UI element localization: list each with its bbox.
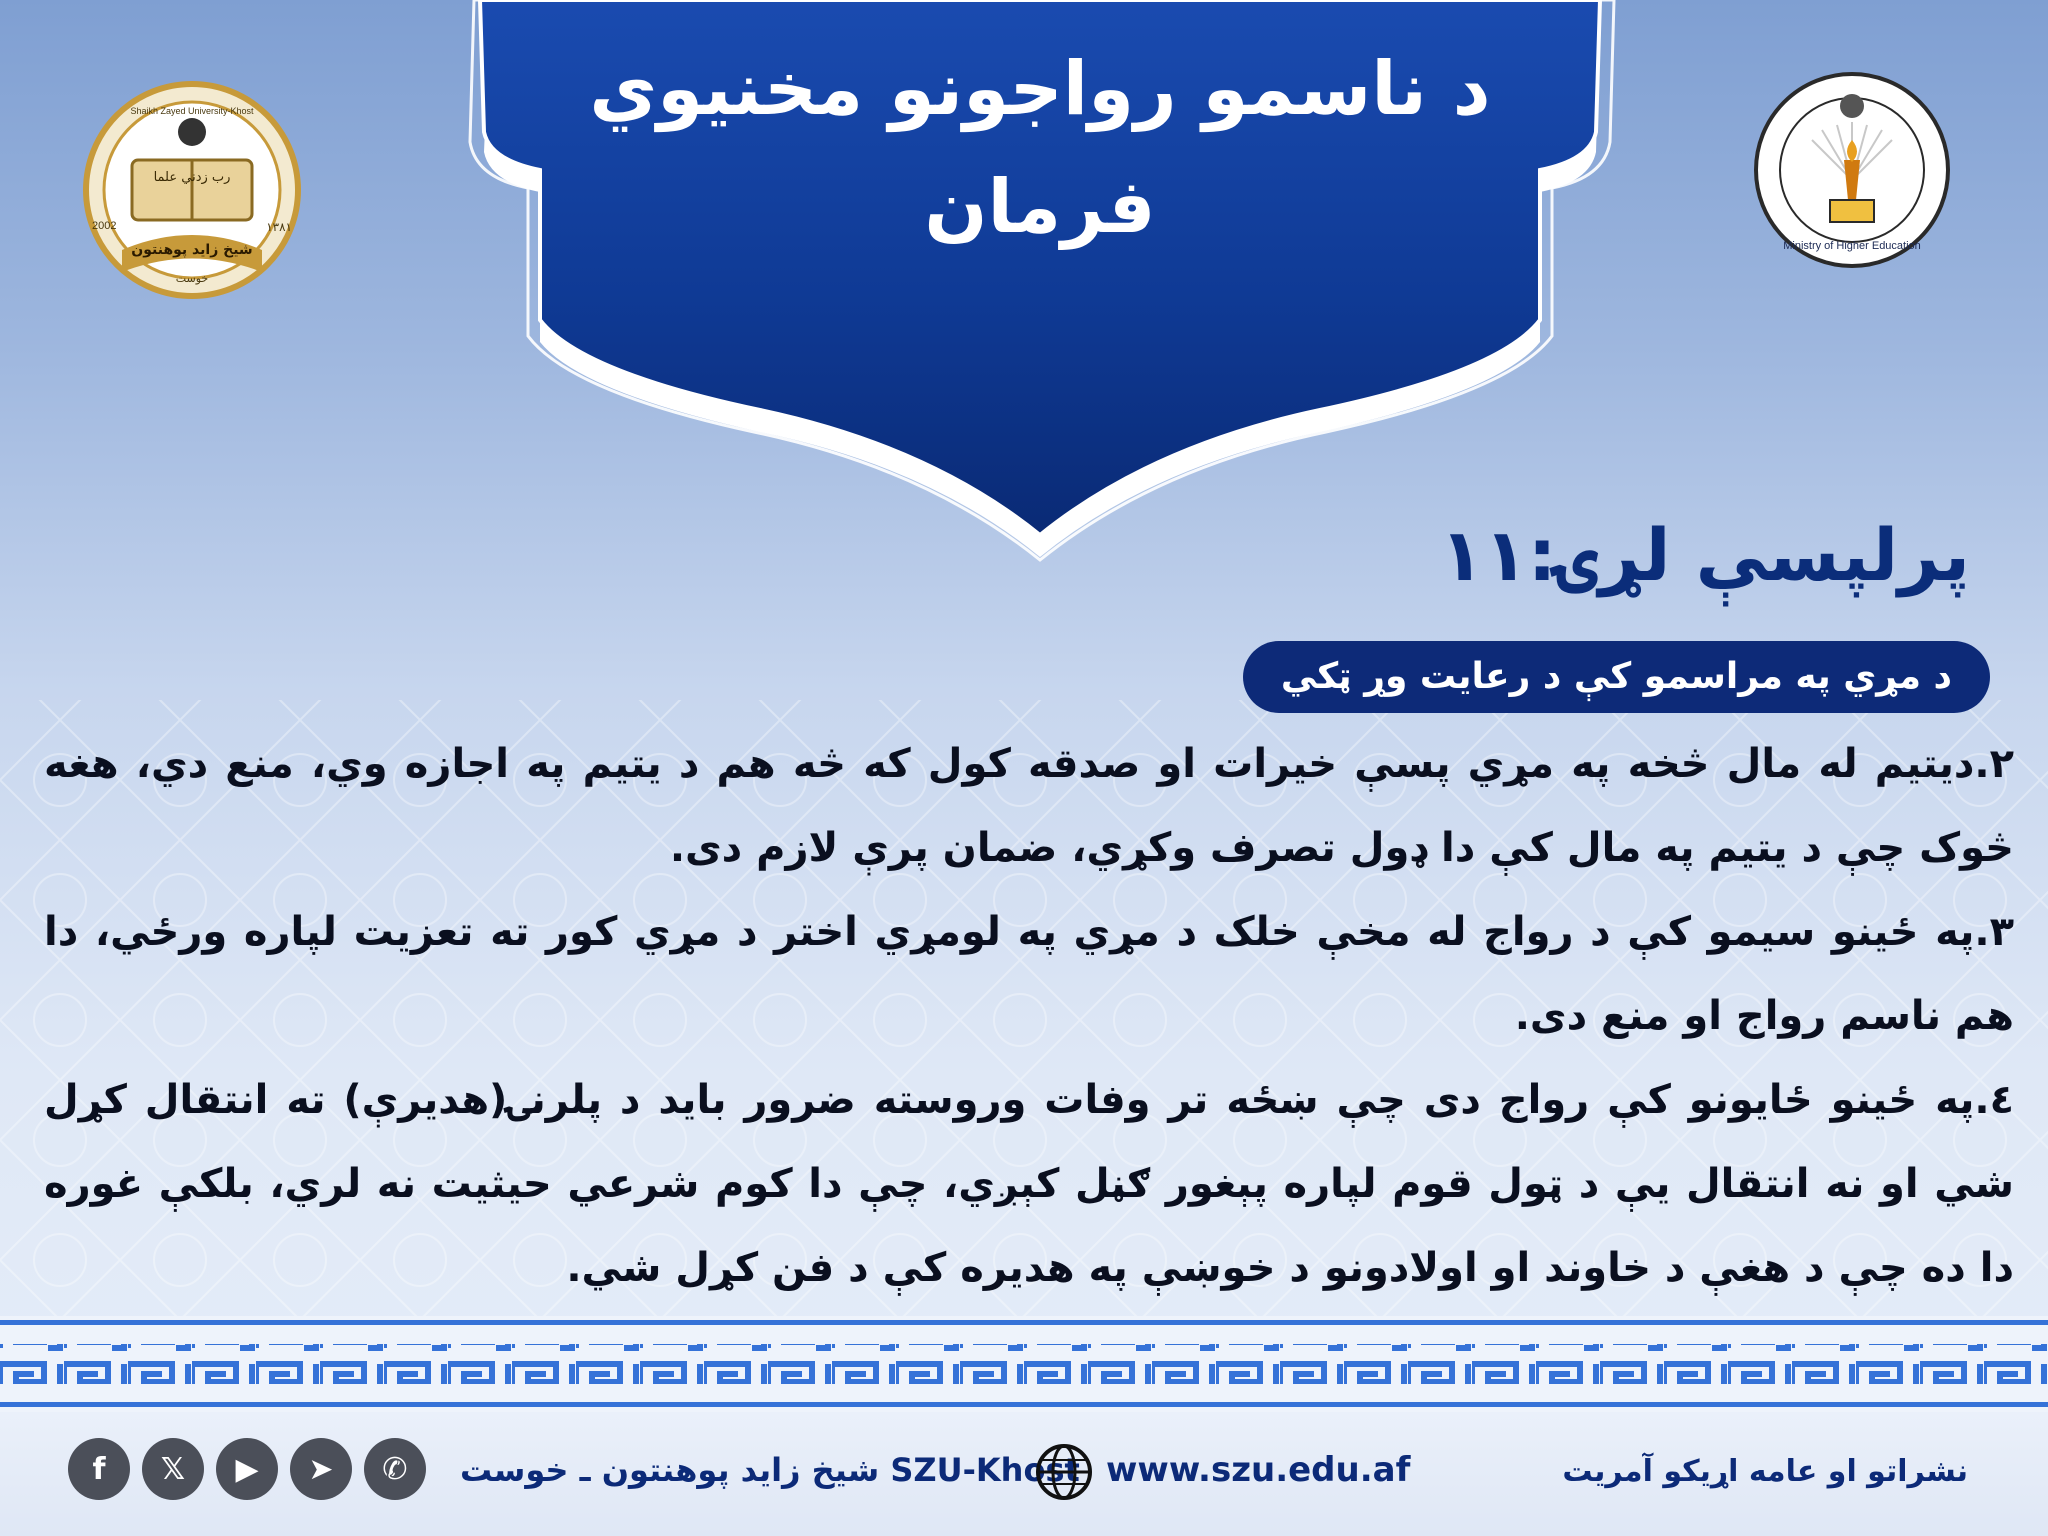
paragraph-4: ٤.په ځينو ځايونو کې رواج دی چې ښځه تر وفات وروسته ضرور بايد د پلرنۍ(هديرې) ته انتقال کړل شي او نه انتقال يې د ټول قوم لپاره پېغور ګڼل کېږي، چې دا کوم شرعي حيثيت نه لري، بلکې غوره دا ده چې د هغې د خاوند او اولادونو د خوښې په هديره کې د فن کړل شي. — [44, 1077, 2014, 1291]
banner-title-line2: فرمان — [924, 164, 1156, 250]
paragraph-2: ۲.ديتيم له مال څخه په مړي پسې خيرات او صدقه کول که څه هم د يتيم په اجازه وي، منع دي، هغه څوک چې د يتيم په مال کې دا ډول تصرف وکړي، ضمان پرې لازم دی. — [44, 741, 2014, 871]
youtube-icon[interactable]: ▶ — [216, 1438, 278, 1500]
banner-title — [480, 30, 1600, 266]
body-text — [44, 722, 2014, 1310]
seal-ring-text: Shaikh Zayed University-Khost — [130, 106, 254, 116]
ministry-seal-caption: Ministry of Higher Education — [1783, 240, 1921, 252]
globe-icon — [1034, 1442, 1094, 1502]
x-icon[interactable]: 𝕏 — [142, 1438, 204, 1500]
banner-title-line1: د ناسمو رواجونو مخنيوي — [589, 46, 1491, 132]
seal-year-solar: ۱۳۸۱ — [266, 220, 292, 234]
series-heading: پرلپسې لړۍ:۱۱ — [1439, 513, 1970, 597]
seal-city-text: خوست — [175, 272, 209, 285]
whatsapp-icon[interactable]: ✆ — [364, 1438, 426, 1500]
paragraph-3: ۳.په ځينو سيمو کې د رواج له مخې خلک د مړي په لومړي اختر د مړي کور ته تعزيت لپاره ورځي، دا هم ناسم رواج او منع دی. — [44, 909, 2014, 1039]
facebook-icon[interactable]: f — [68, 1438, 130, 1500]
seal-motto: رب زدني علما — [153, 170, 231, 185]
website-link[interactable]: www.szu.edu.af — [1106, 1450, 1411, 1490]
footer-handle: SZU-Khost شيخ زايد پوهنتون ـ خوست — [460, 1451, 1080, 1489]
footer-department: نشراتو او عامه اړيکو آمريت — [1562, 1454, 1968, 1489]
greek-key-border — [0, 1316, 2048, 1412]
seal-ribbon-text: شيخ زايد پوهنتون — [131, 242, 253, 258]
seal-year-gregorian: 2002 — [92, 220, 117, 232]
section-subtitle: د مړي په مراسمو کې د رعايت وړ ټکي — [1243, 641, 1990, 713]
telegram-icon[interactable]: ➤ — [290, 1438, 352, 1500]
social-links — [68, 1438, 426, 1500]
university-seal — [82, 80, 302, 300]
